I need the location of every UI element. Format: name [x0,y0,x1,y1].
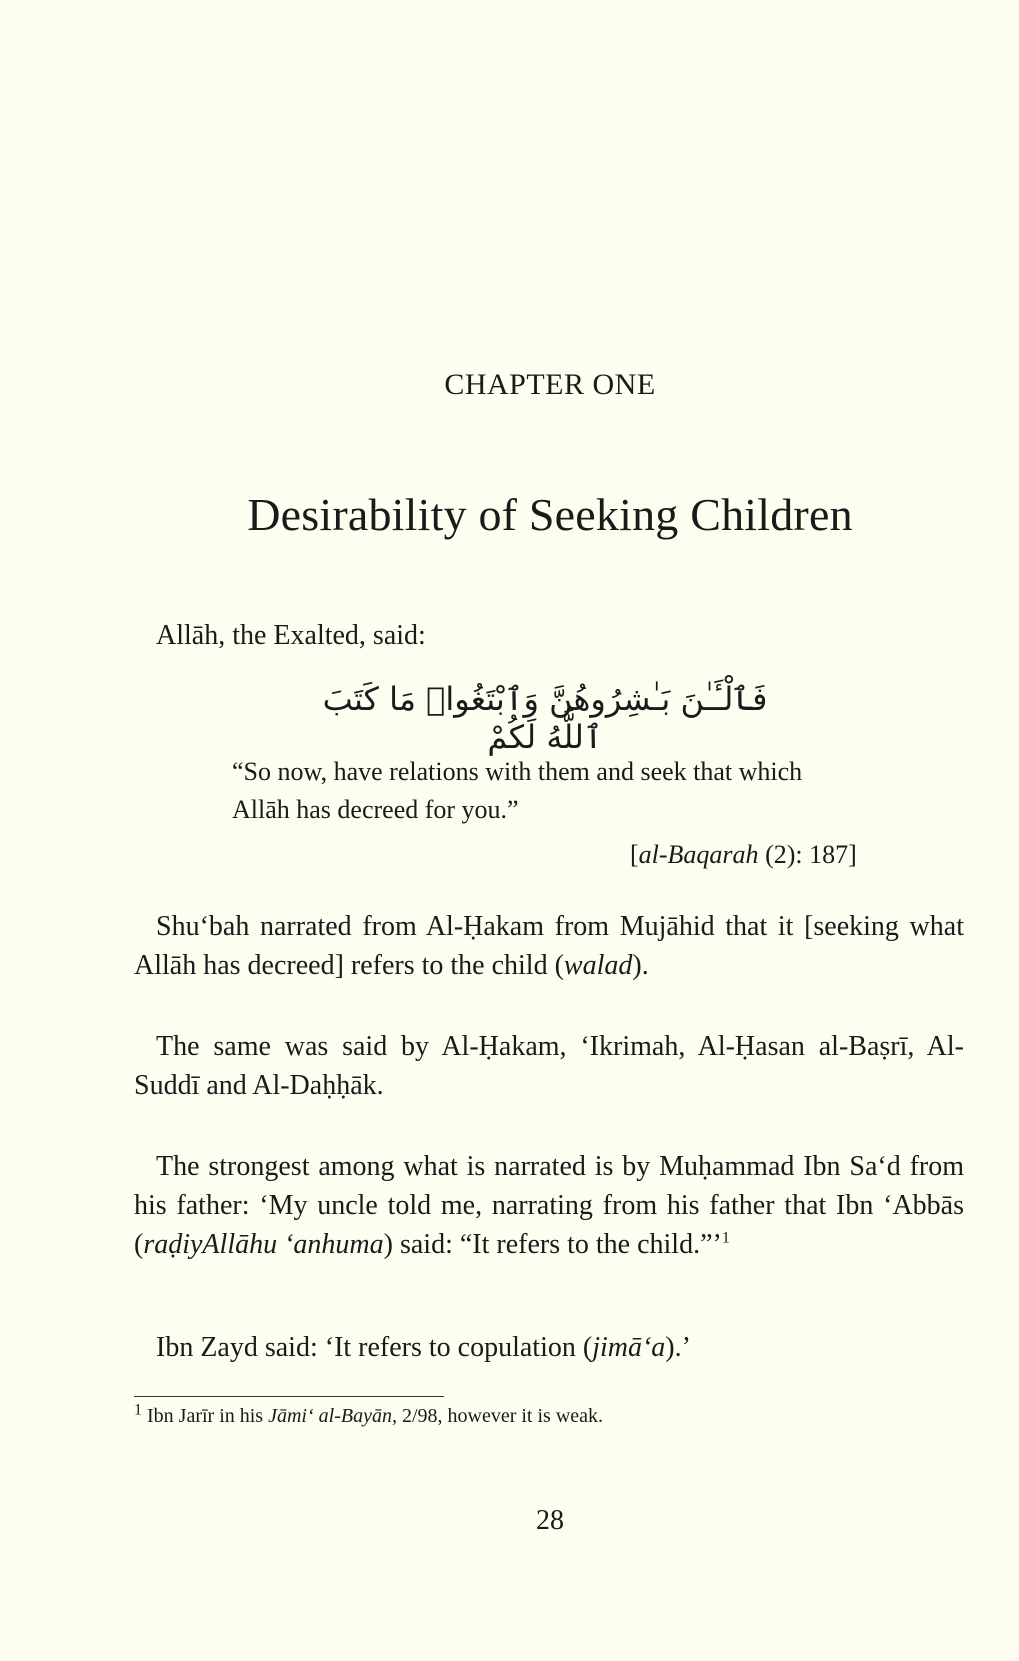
citation-surah: al-Baqarah [638,840,759,869]
paragraph-text: Ibn Zayd said: ‘It refers to copulation ( [156,1332,593,1363]
footnote-italic: Jāmi‘ al-Bayān [268,1405,392,1427]
paragraph-text: ) said: “It refers to the child.”’ [383,1229,722,1260]
verse-translation [232,753,872,829]
paragraph-italic: jimā‘a [592,1332,666,1363]
footnote-text: Ibn Jarīr in his [142,1405,269,1427]
paragraph-italic: raḍiyAllāhu ‘anhuma [143,1229,384,1260]
chapter-title: Desirability of Seeking Children [247,489,853,540]
arabic-verse: فَٱلْـَٔـٰنَ بَـٰشِرُوهُنَّ وَٱبْتَغُوا۟ مَا كَتَبَ ٱللَّهُ لَكُمْ [322,680,768,756]
citation-ref: (2): 187] [758,840,857,869]
page-number: 28 [536,1505,564,1536]
paragraph-text: The strongest among what is narrated is by Muḥammad Ibn Sa‘d from his father: ‘My uncle told me, narrating from his father that Ibn ‘Abbās ( [134,1151,964,1260]
citation-open: [ [630,840,639,869]
paragraph-text: Shu‘bah narrated from Al-Ḥakam from Mujāhid that it [seeking what Allāh has decreed] refers to the child ( [134,911,964,981]
footnote-divider [134,1396,444,1397]
translation-line-2: Allāh has decreed for you.” [232,795,519,824]
paragraph-same-said [134,1027,964,1105]
footnote [134,1401,604,1428]
paragraph-text: ). [632,950,649,981]
paragraph-italic: walad [563,950,633,981]
footnote-marker: 1 [134,1401,142,1419]
chapter-label: CHAPTER ONE [444,368,656,401]
paragraph-ibn-zayd [134,1328,964,1367]
footnote-reference[interactable]: 1 [721,1229,730,1247]
translation-line-1: “So now, have relations with them and seek that which [232,757,803,786]
paragraph-shubah [134,907,964,985]
paragraph-text: The same was said by Al-Ḥakam, ‘Ikrimah, Al-Ḥasan al-Baṣrī, Al-Suddī and Al-Daḥḥāk. [134,1031,964,1101]
paragraph-strongest [134,1147,964,1264]
verse-intro: Allāh, the Exalted, said: [156,620,426,651]
verse-citation [630,840,857,870]
paragraph-text: ).’ [665,1332,691,1363]
footnote-text: , 2/98, however it is weak. [391,1405,604,1427]
